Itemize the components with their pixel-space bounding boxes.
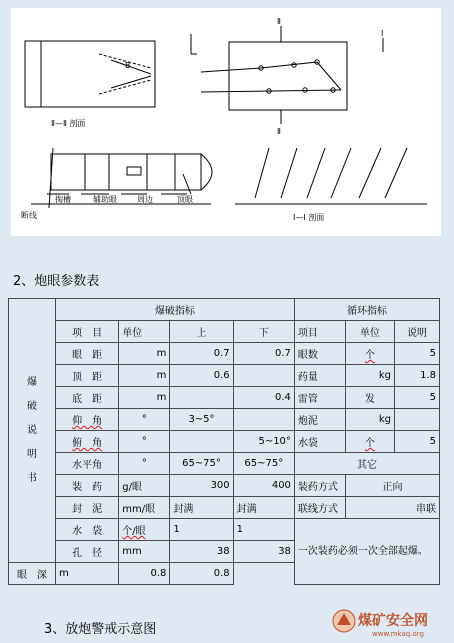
row-item: 封 泥 <box>55 497 118 519</box>
col-header-item2: 项目 <box>294 321 345 343</box>
row-unit: mm <box>119 541 170 563</box>
row-lower <box>233 409 294 431</box>
table-row <box>9 453 440 475</box>
blasting-diagram-area <box>11 8 441 236</box>
header-cycle-indicators: 循环指标 <box>294 299 439 321</box>
row-item: 水 袋 <box>55 519 118 541</box>
row-lower: 5~10° <box>233 431 294 453</box>
row-item-text: 仰 角 <box>72 416 103 427</box>
row-item2: 雷管 <box>294 387 345 409</box>
row-unit2: kg <box>345 365 394 387</box>
row-unit2-text: 个 <box>364 438 375 449</box>
row-unit: ° <box>119 453 170 475</box>
sidebar-char-2: 说 <box>26 424 37 436</box>
other-header: 其它 <box>294 453 439 475</box>
marker-b: B <box>125 61 131 70</box>
row-upper: 封满 <box>170 497 233 519</box>
col-header-item: 项 目 <box>55 321 118 343</box>
elevation-label-1: 掏槽 <box>55 195 71 204</box>
plan-label-bottom: Ⅱ <box>277 127 281 136</box>
row-note2: 5 <box>395 387 440 409</box>
row-lower: 38 <box>233 541 294 563</box>
watermark-text: 煤矿安全网 <box>358 613 428 629</box>
site-watermark <box>330 605 440 639</box>
row-item: 装 药 <box>55 475 118 497</box>
row-item: 底 距 <box>55 387 118 409</box>
row-unit2 <box>345 431 394 453</box>
row-lower: 1 <box>233 519 294 541</box>
charge-method-label: 装药方式 <box>294 475 345 497</box>
row-item: 孔 径 <box>55 541 118 563</box>
table-row <box>9 387 440 409</box>
row-unit2 <box>345 343 394 365</box>
row-item2: 炮泥 <box>294 409 345 431</box>
wiring-method-label: 联线方式 <box>294 497 345 519</box>
row-lower: 65~75° <box>233 453 294 475</box>
row-unit2-text: 个 <box>364 350 375 361</box>
row-note2: 1.8 <box>395 365 440 387</box>
row-note2: 5 <box>395 343 440 365</box>
row-unit: mm/眼 <box>119 497 170 519</box>
row-item <box>55 409 118 431</box>
blast-parameter-table <box>8 298 440 585</box>
table-row <box>9 475 440 497</box>
table-row <box>9 431 440 453</box>
plan-label-top: Ⅱ <box>277 17 281 26</box>
row-note2: 5 <box>395 431 440 453</box>
row-unit2: 发 <box>345 387 394 409</box>
table-row <box>9 343 440 365</box>
row-unit: m <box>119 387 170 409</box>
section-2-title: 2、炮眼参数表 <box>13 274 100 289</box>
row-item: 眼 深 <box>9 563 56 585</box>
row-upper: 3~5° <box>170 409 233 431</box>
row-lower: 0.8 <box>170 563 233 585</box>
row-item: 眼 距 <box>55 343 118 365</box>
sidebar-char-0: 爆 <box>26 376 37 388</box>
row-unit: m <box>119 343 170 365</box>
section-ii-outline <box>25 41 155 107</box>
elevation-label-3: 周边 <box>137 195 153 204</box>
table-note: 一次装药必须一次全部起爆。 <box>294 519 439 585</box>
plan-label-side: Ⅰ <box>381 29 384 38</box>
sidebar-char-3: 明 <box>26 448 37 460</box>
blasting-diagram <box>11 8 441 236</box>
row-item: 水平角 <box>55 453 118 475</box>
col-header-note: 说明 <box>395 321 440 343</box>
row-lower: 400 <box>233 475 294 497</box>
row-upper: 0.6 <box>170 365 233 387</box>
elevation-label-0: 断线 <box>21 211 37 220</box>
section-ii-label: Ⅱ—Ⅱ 剖面 <box>51 119 86 128</box>
row-upper: 65~75° <box>170 453 233 475</box>
row-upper: 38 <box>170 541 233 563</box>
elevation-label-4: 顶眼 <box>177 195 193 204</box>
row-unit: ° <box>119 409 170 431</box>
col-header-unit2: 单位 <box>345 321 394 343</box>
row-lower: 0.4 <box>233 387 294 409</box>
row-lower <box>233 365 294 387</box>
sidebar-char-1: 破 <box>26 400 37 412</box>
row-item2: 水袋 <box>294 431 345 453</box>
row-item: 顶 距 <box>55 365 118 387</box>
sidebar-char-4: 书 <box>26 472 37 484</box>
table-row <box>9 409 440 431</box>
watermark-url: www.mkaq.org <box>372 630 424 638</box>
charge-method-value: 正向 <box>345 475 439 497</box>
section-i-label: Ⅰ—Ⅰ 剖面 <box>293 213 325 222</box>
row-unit: m <box>55 563 118 585</box>
row-upper: 300 <box>170 475 233 497</box>
row-lower: 封满 <box>233 497 294 519</box>
section-3-title: 3、放炮警戒示意图 <box>44 622 157 637</box>
table-row <box>9 497 440 519</box>
col-header-unit: 单位 <box>119 321 170 343</box>
elevation-label-2: 辅助眼 <box>93 195 117 204</box>
watermark-logo-icon <box>330 605 440 639</box>
row-upper: 1 <box>170 519 233 541</box>
row-upper: 0.7 <box>170 343 233 365</box>
row-item <box>55 431 118 453</box>
row-upper <box>170 387 233 409</box>
row-unit: ° <box>119 431 170 453</box>
header-blast-indicators: 爆破指标 <box>55 299 294 321</box>
wiring-method-value: 串联 <box>345 497 439 519</box>
row-unit: m <box>119 365 170 387</box>
row-lower: 0.7 <box>233 343 294 365</box>
row-item-text: 俯 角 <box>72 438 103 449</box>
row-unit2: kg <box>345 409 394 431</box>
row-upper: 0.8 <box>119 563 170 585</box>
row-note2 <box>395 409 440 431</box>
row-item2: 药量 <box>294 365 345 387</box>
table-row <box>9 365 440 387</box>
table-row <box>9 519 440 541</box>
row-unit-text: 个/眼 <box>122 526 146 537</box>
row-unit: g/眼 <box>119 475 170 497</box>
row-upper <box>170 431 233 453</box>
col-header-upper: 上 <box>170 321 233 343</box>
sidebar-cell <box>9 299 56 563</box>
col-header-lower: 下 <box>233 321 294 343</box>
row-item2: 眼数 <box>294 343 345 365</box>
row-unit <box>119 519 170 541</box>
